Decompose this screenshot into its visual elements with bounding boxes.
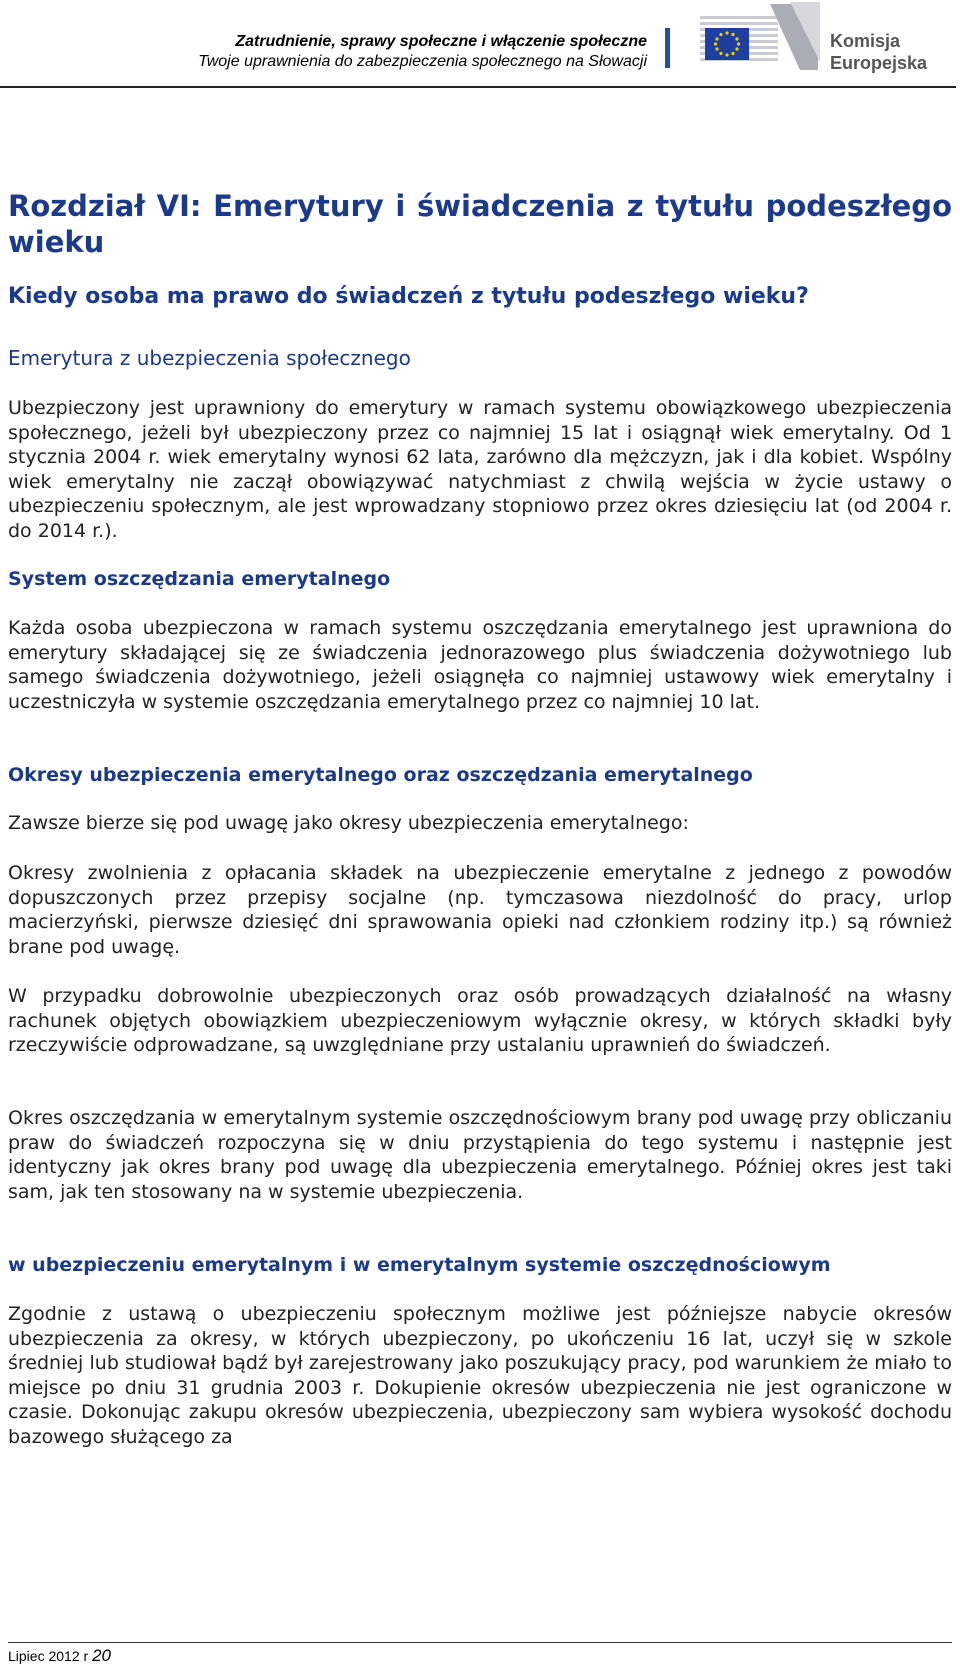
question-heading: Kiedy osoba ma prawo do świadczeń z tytułu podeszłego wieku?	[8, 284, 809, 309]
paragraph-always-considered: Zawsze bierze się pod uwagę jako okresy ubezpieczenia emerytalnego:	[8, 812, 689, 834]
logo-text	[830, 30, 927, 74]
logo-line-2: Europejska	[830, 53, 928, 73]
page-number: 20	[92, 1646, 111, 1665]
footer-date: Lipiec 2012 r	[8, 1648, 89, 1664]
header-divider-bar	[665, 28, 670, 68]
header-text	[198, 32, 647, 72]
paragraph-pension-insurance: Ubezpieczony jest uprawniony do emerytury w ramach systemu obowiązkowego ubezpieczenia społecznego, jeżeli był ubezpieczony przez co najmniej 15 lat i osiągnął wiek emerytalny. Od 1 stycznia 2004 r. wiek emerytalny wynosi 62 lata, zarówno dla mężczyzn, jak i dla kobiet. Wspólny wiek emerytalny nie zaczął obowiązywać natychmiast z chwilą wejścia w życie ustawy o ubezpieczeniu społecznym, ale jest wprowadzany stopniowo przez okres dziesięciu lat (od 2004 r. do 2014 r.).	[8, 397, 952, 542]
section-title-savings-system: System oszczędzania emerytalnego	[8, 568, 391, 590]
page-footer	[8, 1646, 111, 1666]
header-rule	[0, 86, 956, 88]
chapter-title: Rozdział VI: Emerytury i świadczenia z tytułu podeszłego wieku	[8, 189, 952, 259]
section-title-purchase-periods: w ubezpieczeniu emerytalnym i w emerytalnym systemie oszczędnościowym	[8, 1254, 831, 1276]
paragraph-savings-system: Każda osoba ubezpieczona w ramach systemu oszczędzania emerytalnego jest uprawniona do emerytury składającej się ze świadczenia jednorazowego plus świadczenia dożywotniego lub samego świadczenia dożywotniego, jeżeli osiągnęła co najmniej ustawowy wiek emerytalny i uczestniczyła w systemie oszczędzania emerytalnego przez co najmniej 10 lat.	[8, 617, 952, 713]
logo-line-1: Komisja	[830, 31, 901, 51]
section-title-pension-insurance: Emerytura z ubezpieczenia społecznego	[8, 346, 411, 370]
footer-rule	[8, 1642, 952, 1643]
paragraph-exemption-periods: Okresy zwolnienia z opłacania składek na ubezpieczenie emerytalne z jednego z powodów dopuszczonych przez przepisy socjalne (np. tymczasowa niezdolność do pracy, urlop macierzyński, pierwsze dziesięć dni sprawowania opieki nad członkiem rodziny itp.) są również brane pod uwagę.	[8, 862, 952, 958]
paragraph-savings-period: Okres oszczędzania w emerytalnym systemie oszczędnościowym brany pod uwagę przy obliczaniu praw do świadczeń rozpoczyna się w dniu przystąpienia do tego systemu i następnie jest identyczny jak okres brany pod uwagę dla ubezpieczenia emerytalnego. Później okres jest taki sam, jak ten stosowany na w systemie ubezpieczenia.	[8, 1107, 952, 1203]
paragraph-purchase-periods: Zgodnie z ustawą o ubezpieczeniu społecznym możliwe jest późniejsze nabycie okresów ubezpieczenia za okresy, w których ubezpieczony, po ukończeniu 16 lat, uczył się w szkole średniej lub studiował bądź był zarejestrowany jako poszukujący pracy, pod warunkiem że miało to miejsce po dniu 31 grudnia 2003 r. Dokupienie okresów ubezpieczenia nie jest ograniczone w czasie. Dokonując zakupu okresów ubezpieczenia, ubezpieczony sam wybiera wysokość dochodu bazowego służącego za	[8, 1303, 952, 1448]
section-title-insurance-periods: Okresy ubezpieczenia emerytalnego oraz oszczędzania emerytalnego	[8, 764, 753, 786]
header-subtitle: Twoje uprawnienia do zabezpieczenia społecznego na Słowacji	[198, 53, 647, 70]
paragraph-voluntary-insured: W przypadku dobrowolnie ubezpieczonych oraz osób prowadzących działalność na własny rachunek objętych obowiązkiem ubezpieczeniowym wyłącznie okresy, w których składki były rzeczywiście odprowadzane, są uwzględniane przy ustalaniu uprawnień do świadczeń.	[8, 985, 952, 1057]
page-header	[0, 0, 960, 90]
header-title: Zatrudnienie, sprawy społeczne i włączenie społeczne	[235, 33, 647, 50]
